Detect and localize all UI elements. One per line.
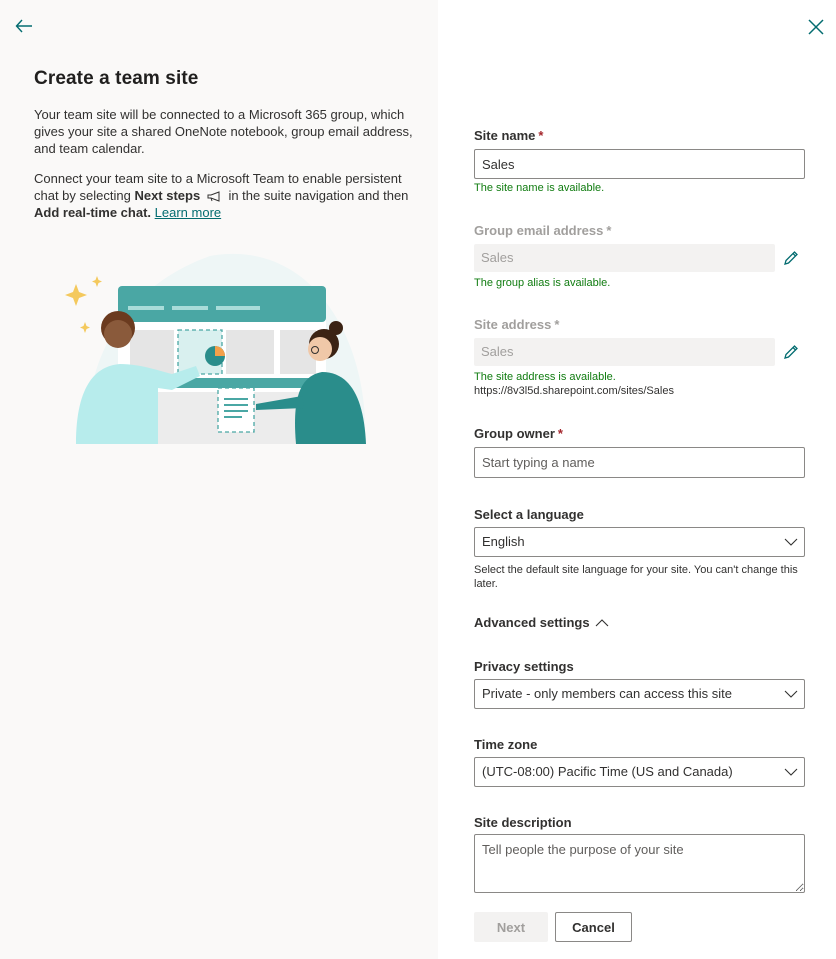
pencil-icon <box>783 250 799 266</box>
teams-text-part-1: Connect your team site to a Microsoft Team to enable persistent chat by selecting <box>34 171 402 203</box>
language-dropdown[interactable] <box>474 527 805 557</box>
timezone-dropdown[interactable] <box>474 757 805 787</box>
close-button[interactable] <box>803 14 829 40</box>
intro-text: Your team site will be connected to a Microsoft 365 group, which gives your site a shared OneNote notebook, group email address, and team calendar. <box>34 107 413 156</box>
chevron-down-icon <box>784 766 798 778</box>
site-name-label: Site name * <box>474 128 544 143</box>
arrow-left-icon <box>15 19 33 33</box>
teams-text-part-2: in the suite navigation and then <box>224 188 409 203</box>
pencil-icon <box>783 344 799 360</box>
team-site-illustration <box>60 248 370 444</box>
site-address-field: Sales <box>474 338 775 366</box>
group-owner-input[interactable] <box>474 447 805 478</box>
cancel-button[interactable]: Cancel <box>555 912 632 942</box>
site-address-url: https://8v3l5d.sharepoint.com/sites/Sales <box>474 385 674 397</box>
megaphone-icon <box>207 191 222 202</box>
group-email-status: The group alias is available. <box>474 277 611 289</box>
privacy-label: Privacy settings <box>474 659 574 674</box>
group-email-field: Sales <box>474 244 775 272</box>
advanced-settings-label: Advanced settings <box>474 615 590 630</box>
language-help-text: Select the default site language for your site. You can't change this later. <box>474 564 798 590</box>
chevron-down-icon <box>784 536 798 548</box>
back-button[interactable] <box>12 14 36 38</box>
site-name-status: The site name is available. <box>474 182 605 194</box>
privacy-dropdown[interactable] <box>474 679 805 709</box>
next-button[interactable]: Next <box>474 912 548 942</box>
chevron-up-icon <box>595 618 609 628</box>
next-steps-bold: Next steps <box>134 188 201 203</box>
group-owner-label: Group owner * <box>474 426 563 441</box>
group-email-label: Group email address * <box>474 223 612 238</box>
site-name-input[interactable] <box>474 149 805 179</box>
learn-more-link[interactable]: Learn more <box>154 205 222 220</box>
add-chat-bold: Add real-time chat. <box>34 205 152 220</box>
teams-info-text <box>34 170 414 221</box>
site-address-label: Site address * <box>474 317 560 332</box>
site-address-status: The site address is available. <box>474 371 616 383</box>
edit-site-address-button[interactable] <box>781 342 801 362</box>
advanced-settings-toggle[interactable] <box>474 615 609 630</box>
edit-group-email-button[interactable] <box>781 248 801 268</box>
chevron-down-icon <box>784 688 798 700</box>
site-description-textarea[interactable] <box>474 834 805 893</box>
timezone-value: (UTC-08:00) Pacific Time (US and Canada) <box>482 764 733 779</box>
page-title: Create a team site <box>34 68 199 89</box>
timezone-label: Time zone <box>474 737 538 752</box>
privacy-value: Private - only members can access this site <box>482 686 732 701</box>
description-label: Site description <box>474 815 572 830</box>
language-label: Select a language <box>474 507 584 522</box>
close-icon <box>808 19 824 35</box>
language-value: English <box>482 534 525 549</box>
